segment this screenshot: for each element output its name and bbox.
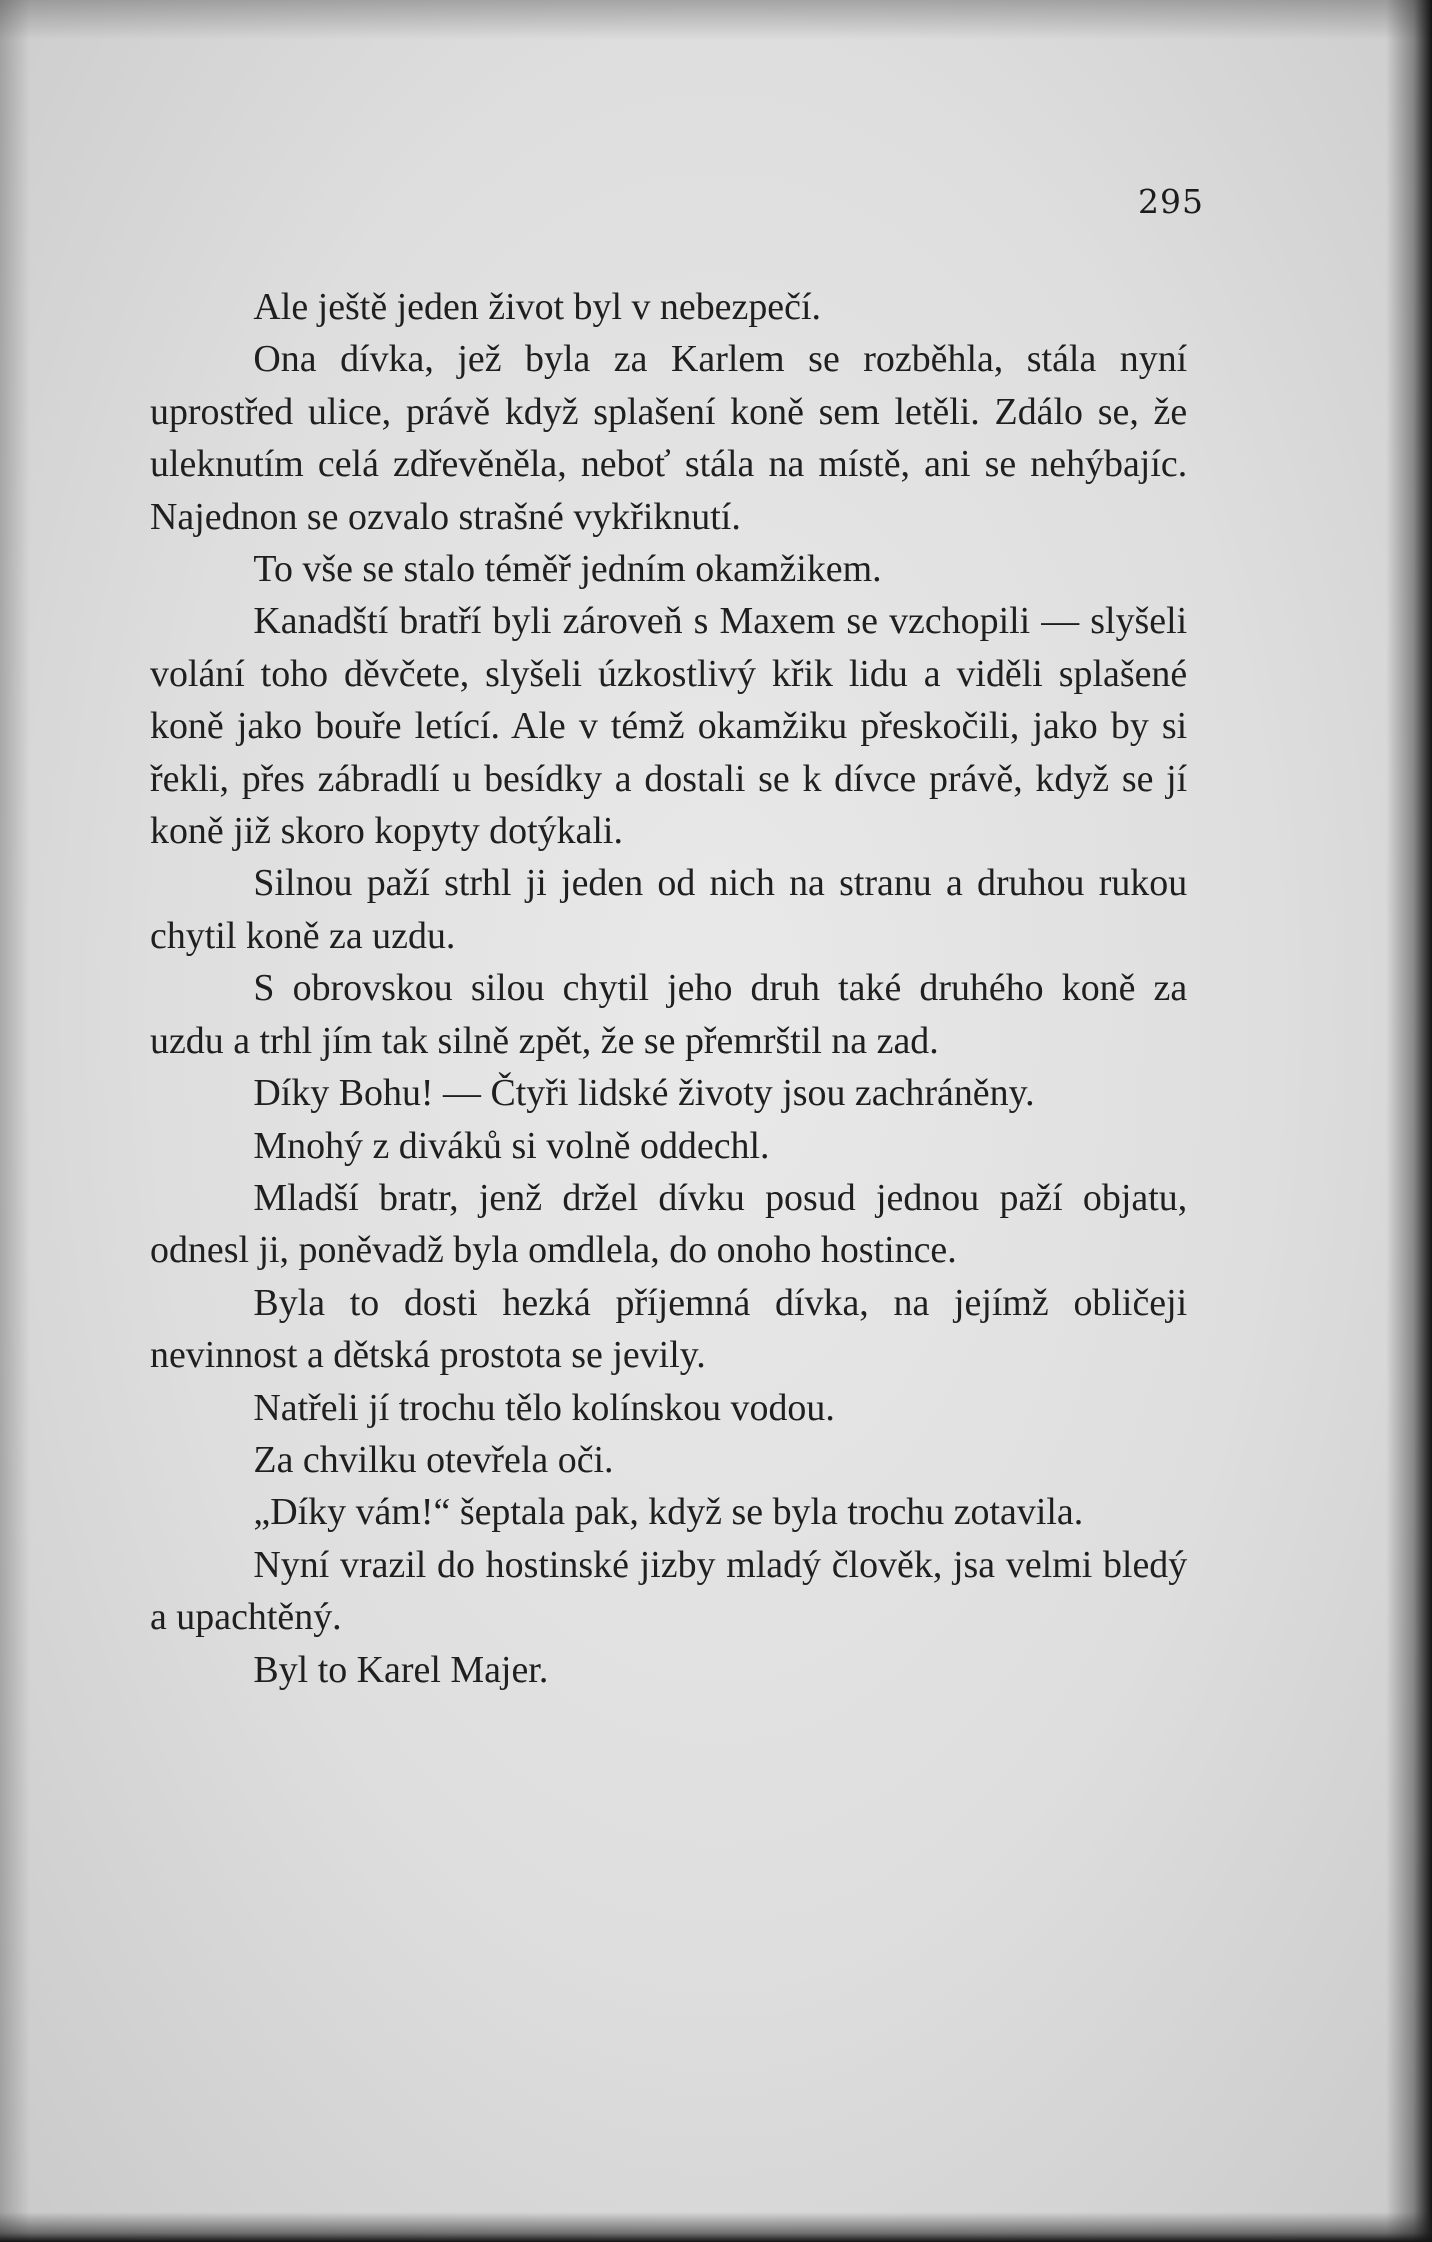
page-shadow-bottom: [0, 2212, 1432, 2242]
paragraph: Mladší bratr, jenž držel dívku posud jednou paží objatu, odnesl ji, poněvadž byla omdlela, do onoho hostince.: [150, 1176, 1188, 1272]
paragraph: Kanadští bratří byli zároveň s Maxem se vzchopili — slyšeli volání toho děvčete, slyšeli úzkostlivý křik lidu a viděli splašené koně jako bouře letící. Ale v témž okamžiku přeskočili, jako by si řekli, přes zábradlí u besídky a dostali se k dívce právě, když se jí koně již skoro kopyty dotýkali.: [150, 600, 1188, 853]
paragraph: Za chvilku otevřela oči.: [253, 1438, 614, 1481]
paragraph: Byl to Karel Majer.: [253, 1648, 549, 1691]
paragraph: Silnou paží strhl ji jeden od nich na stranu a druhou rukou chytil koně za uzdu.: [150, 862, 1188, 957]
page-shadow-left: [0, 0, 30, 2242]
paragraph: Byla to dosti hezká příjemná dívka, na jejímž obličeji nevinnost a dětská prostota se jevily.: [150, 1281, 1188, 1377]
paragraph: Nyní vrazil do hostinské jizby mladý člověk, jsa velmi bledý a upachtěný.: [150, 1543, 1188, 1639]
paragraph: To vše se stalo téměř jedním okamžikem.: [253, 548, 882, 591]
page-number: 295: [1138, 182, 1204, 221]
paragraph: S obrovskou silou chytil jeho druh také druhého koně za uzdu a trhl jím tak silně zpět, že se přemrštil na zad.: [150, 967, 1188, 1062]
paragraph: Mnohý z diváků si volně oddechl.: [253, 1124, 770, 1167]
paragraph: Ale ještě jeden život byl v nebezpečí.: [253, 286, 821, 328]
paragraph: „Díky vám!“ šeptala pak, když se byla trochu zotavila.: [253, 1491, 1084, 1534]
body-text: [150, 281, 1187, 1696]
paragraph: Díky Bohu! — Čtyři lidské životy jsou zachráněny.: [253, 1072, 1035, 1115]
page-shadow-right: [1386, 0, 1432, 2242]
paragraph: Ona dívka, jež byla za Karlem se rozběhla, stála nyní uprostřed ulice, právě když splašení koně sem letěli. Zdálo se, že uleknutím celá zdřevěněla, neboť stála na místě, ani se nehýbajíc. Najednon se ozvalo strašné vykřiknutí.: [150, 338, 1188, 538]
page-shadow-top: [0, 0, 1432, 40]
paragraph: Natřeli jí trochu tělo kolínskou vodou.: [253, 1386, 835, 1429]
